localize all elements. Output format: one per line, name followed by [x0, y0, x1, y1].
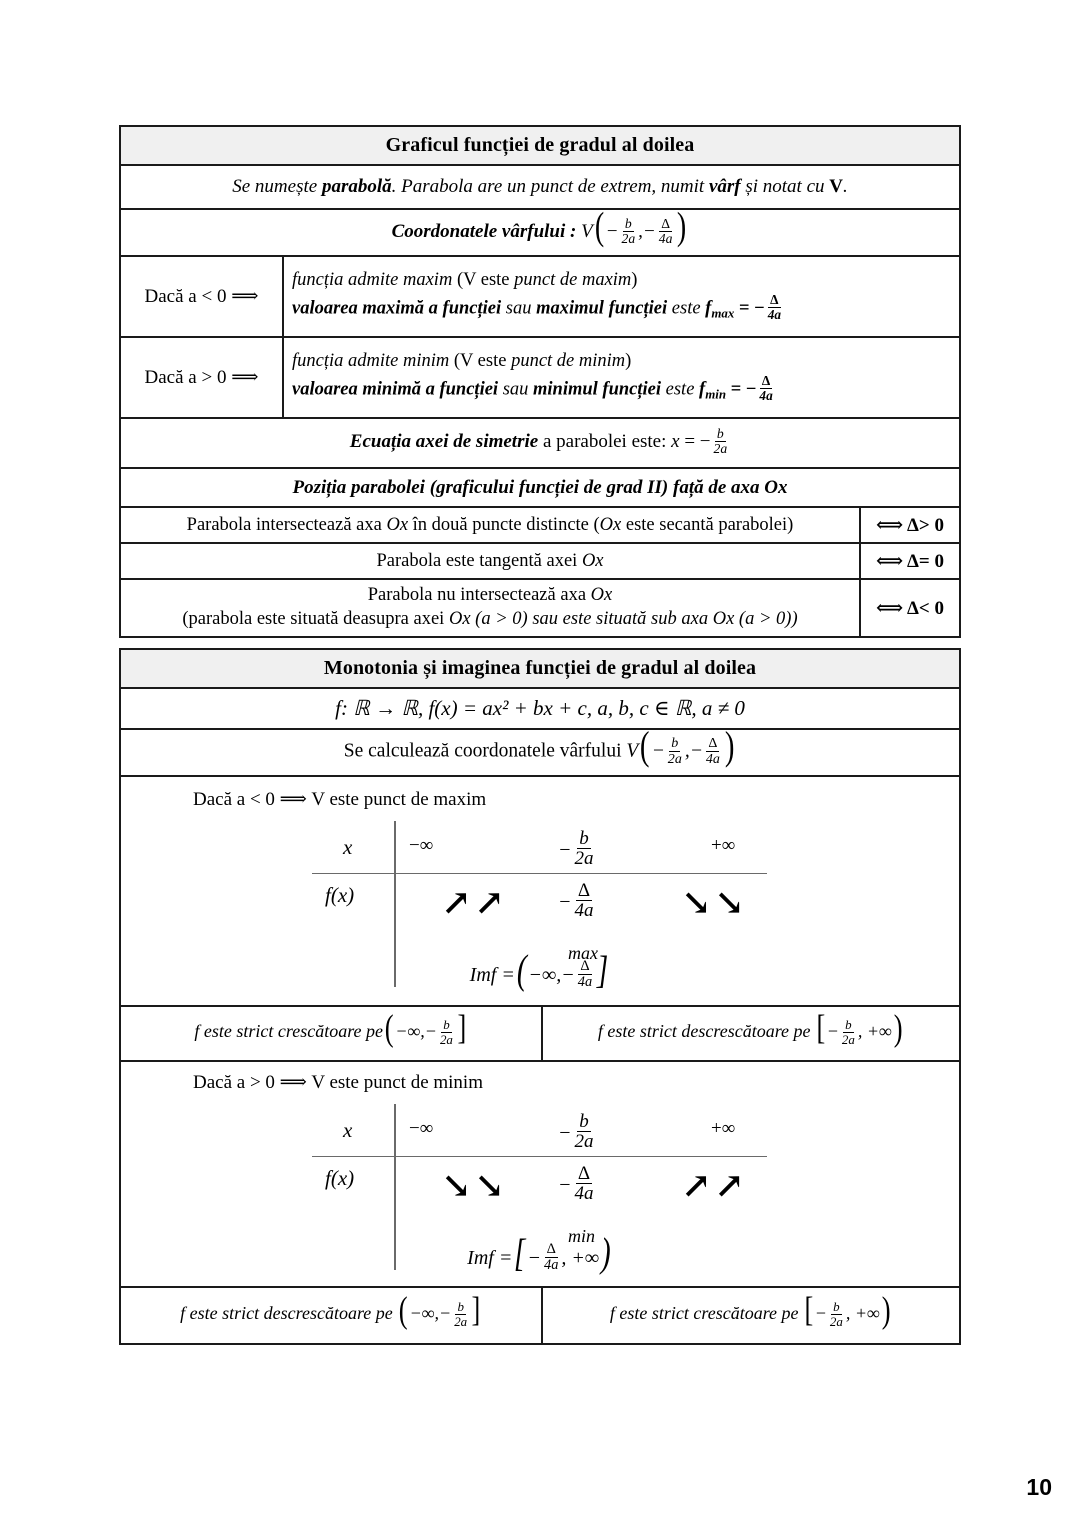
- variation-max-imf-left: −∞,: [528, 963, 562, 986]
- mono-min-right-fraction: [828, 1300, 845, 1328]
- table1-case-positive-row: [121, 338, 959, 419]
- mono-min-right-text: f este strict crescătoare pe: [609, 1303, 799, 1324]
- vertex-separator: ,: [638, 220, 643, 242]
- variation-max-left-bound: −∞: [409, 834, 434, 856]
- vertex-calc-x-fraction: [666, 736, 684, 766]
- case-negative-body: [284, 257, 959, 336]
- delta-condition-positive: ⟺ Δ> 0: [876, 514, 944, 536]
- case-negative-admits: funcția admite maxim: [292, 269, 453, 290]
- variation-max-image: Imf =(−∞,− $\frac{\Delta}{4a}$ ]: [469, 946, 609, 993]
- case-negative-frac-num: Δ: [770, 292, 779, 308]
- case-negative-maximul: maximul funcției: [536, 298, 668, 319]
- function-definition: f: ℝ → ℝ, f(x) = ax² + bx + c, a, b, c ∈ ℝ, a ≠ 0: [335, 696, 745, 720]
- case-positive-line1: [292, 351, 631, 372]
- variation-min-vertex-den: 2a: [574, 1131, 594, 1153]
- symmetry-num: b: [716, 426, 724, 442]
- table1-vertex-row: [121, 205, 959, 257]
- case-positive-sau: sau: [498, 379, 534, 400]
- symmetry-den: 2a: [713, 441, 728, 457]
- vertex-calc-x-num: b: [671, 735, 679, 752]
- case-positive-eq: = −: [726, 379, 757, 400]
- variation-min-imf-label: Imf =: [467, 1246, 513, 1269]
- case-negative-eq: = −: [734, 298, 765, 319]
- variation-min-label-fx: f(x): [325, 1165, 355, 1190]
- symmetry-axis: [121, 419, 959, 467]
- symmetry-x: x: [671, 431, 680, 453]
- table2-variation-max-row: [121, 777, 959, 1007]
- vertex-calc-y-sign: −: [689, 740, 703, 762]
- position-0-b: în două puncte distincte (: [408, 514, 600, 535]
- definition-suffix: și notat cu: [740, 176, 830, 197]
- variation-min-label-x: x: [343, 1117, 353, 1142]
- mono-min-right-bound: , +∞: [845, 1303, 880, 1324]
- variation-min-imf-right: , +∞: [561, 1246, 600, 1269]
- variation-max-right-bound: +∞: [711, 834, 736, 856]
- vertex-y-fraction: [657, 217, 675, 247]
- variation-max-arrows-right: [681, 883, 748, 923]
- vertex-x-num: b: [624, 215, 632, 231]
- table1-position-row: [121, 580, 959, 636]
- case-positive-este: este: [661, 379, 700, 400]
- variation-max-imf-sign: −: [561, 963, 575, 986]
- mono-max-right-sign: −: [826, 1021, 839, 1042]
- variation-min-imf-den: 4a: [544, 1257, 559, 1274]
- table1-header-row: [121, 127, 959, 166]
- position-header: [121, 469, 959, 506]
- condition-a-positive-text: Dacă a > 0 ⟹: [144, 367, 259, 388]
- variation-max-extremum-den: 4a: [574, 900, 594, 922]
- position-header-text: Poziția parabolei (graficului funcției de grad II) față de axa Ox: [292, 476, 788, 498]
- variation-min-arrows-right: [681, 1166, 748, 1206]
- case-positive-paren-b: ): [625, 350, 632, 371]
- table2-title: Monotonia și imaginea funcției de gradul al doilea: [121, 650, 959, 687]
- variation-horizontal-rule: [312, 1156, 767, 1158]
- delta-condition-negative: ⟺ Δ< 0: [876, 597, 944, 619]
- mono-min-left-num: b: [457, 1299, 464, 1315]
- vertex-x-sign: −: [605, 220, 619, 242]
- case-negative-line2: [292, 292, 784, 324]
- vertex-calc-label: Se calculează coordonatele vârfului: [343, 740, 622, 762]
- variation-min-extremum-num: Δ: [577, 1162, 591, 1184]
- position-0-ox1: Ox: [386, 514, 409, 535]
- symmetry-rest: a parabolei este:: [538, 431, 672, 453]
- variation-min-extremum-sign: −: [558, 1173, 572, 1196]
- variation-max-vertex-fraction: [573, 829, 596, 870]
- case-negative-paren-b: ): [631, 269, 638, 290]
- vertex-calc-x-sign: −: [651, 740, 665, 762]
- page-number: 10: [1026, 1474, 1052, 1500]
- condition-a-positive: [121, 338, 284, 417]
- vertex-calculation: Se calculează coordonatele vârfului V(− $\frac{b}{2a}$ ,− $\frac{\Delta}{4a}$ ): [343, 723, 735, 769]
- variation-min-vertex-value: [558, 1110, 597, 1155]
- mono-min-left-fraction: [452, 1300, 469, 1328]
- mono-min-left-bound: −∞,: [409, 1303, 440, 1324]
- table1-position-row: [121, 508, 959, 544]
- variation-max-vertex-sign: −: [558, 838, 572, 861]
- mono-min-right-num: b: [833, 1299, 840, 1315]
- table-monotonia-imaginea: [119, 648, 961, 1345]
- vertex-calc-y-fraction: [704, 736, 722, 766]
- mono-max-left-den: 2a: [439, 1031, 453, 1047]
- variation-max-imf-label: Imf =: [469, 963, 515, 986]
- arrow-up-right-icon: ↗↗: [441, 883, 508, 923]
- case-negative-f: f: [705, 298, 712, 319]
- variation-max-arrows-left: [441, 883, 508, 923]
- variation-min-imf-num: Δ: [546, 1241, 556, 1258]
- variation-max-imf-num: Δ: [580, 958, 590, 975]
- position-last-line2-c: (a > 0)): [734, 609, 798, 629]
- mono-min-right-sign: −: [814, 1303, 827, 1324]
- position-last-ox1: Ox: [448, 609, 471, 629]
- position-last-ox2: Ox: [712, 609, 735, 629]
- vertex-y-num: Δ: [661, 215, 670, 231]
- variation-min-arrows-left: [441, 1166, 508, 1206]
- case-positive-admits: funcția admite minim: [292, 350, 450, 371]
- position-last-ox: Ox: [590, 585, 613, 606]
- mono-max-right-text: f este strict descrescătoare pe: [597, 1021, 811, 1042]
- position-text-tangenta: [121, 544, 861, 578]
- position-text-nu-intersecteaza: [121, 580, 861, 636]
- vertex-calc-point: V: [626, 740, 639, 762]
- table1-case-negative-row: [121, 257, 959, 338]
- variation-min-wrapper: [121, 1063, 959, 1286]
- case-positive-body: [284, 338, 959, 417]
- variation-max-vertex-value: [558, 827, 597, 872]
- position-0-a: Parabola intersectează axa: [186, 514, 387, 535]
- case-negative-line1: [292, 270, 637, 291]
- table2-monotonicity-min-row: [121, 1288, 959, 1343]
- definition-parabola: parabolă: [321, 176, 392, 197]
- table2-header-row: [121, 650, 959, 689]
- definition-v: V: [829, 176, 844, 197]
- case-positive-frac-den: 4a: [759, 388, 773, 404]
- definition-varf: vârf: [708, 176, 741, 197]
- mono-max-right-num: b: [845, 1017, 852, 1033]
- vertex-point: V: [581, 220, 593, 242]
- variation-max-extremum-value: [558, 879, 597, 924]
- mono-max-left-bound: −∞,: [395, 1021, 425, 1042]
- position-last-line2-b: (a > 0) sau este situată sub axa: [470, 609, 713, 629]
- vertex-y-den: 4a: [658, 230, 673, 246]
- variation-min-image: Imf =[− $\frac{\Delta}{4a}$ , +∞): [467, 1229, 611, 1276]
- variation-max-vertex-den: 2a: [574, 848, 594, 870]
- variation-min-grid: [121, 1094, 959, 1286]
- position-1-a: Parabola este tangentă axei: [376, 550, 582, 571]
- vertex-y-sign: −: [642, 220, 656, 242]
- vertex-calc-x-den: 2a: [667, 750, 682, 767]
- case-negative-sau: sau: [501, 298, 537, 319]
- monotonicity-max-left: f este strict crescătoare pe(−∞,− $\frac{b}{2a}$ ]: [121, 1007, 543, 1060]
- symmetry-eq: = −: [679, 431, 711, 453]
- case-positive-f: f: [699, 379, 706, 400]
- mono-min-left-text: f este strict descrescătoare pe: [180, 1303, 393, 1324]
- case-negative-value: valoarea maximă a funcției: [292, 298, 502, 319]
- variation-max-vertex-num: b: [579, 827, 589, 849]
- monotonicity-min-left: f este strict descrescătoare pe (−∞,− $\frac{b}{2a}$ ]: [121, 1288, 543, 1343]
- mono-max-right-den: 2a: [841, 1031, 855, 1047]
- variation-min-container: [121, 1062, 959, 1286]
- variation-horizontal-rule: [312, 873, 767, 875]
- table1-symmetry-row: [121, 419, 959, 469]
- table2-monotonicity-max-row: [121, 1007, 959, 1062]
- monotonicity-min-right: f este strict crescătoare pe [− $\frac{b}{2a}$ , +∞): [609, 1288, 891, 1330]
- mono-max-left-num: b: [443, 1017, 450, 1033]
- case-positive-fraction: [757, 374, 774, 403]
- variation-max-imf-fraction: [576, 959, 594, 990]
- variation-max-extremum-num: Δ: [577, 879, 591, 901]
- position-0-ox2: Ox: [599, 514, 622, 535]
- position-text-secanta: [121, 508, 861, 542]
- position-last-line2-a: (parabola este situată deasupra axei: [182, 609, 449, 629]
- position-1-ox1: Ox: [581, 550, 604, 571]
- mono-max-right-fraction: [840, 1018, 857, 1046]
- mono-max-left-fraction: [438, 1018, 455, 1046]
- variation-min-imf-fraction: [542, 1242, 560, 1273]
- vertex-x-den: 2a: [621, 230, 636, 246]
- table2-function-row: [121, 689, 959, 730]
- arrow-down-right-icon: ↘↘: [441, 1166, 508, 1206]
- variation-max-grid: [121, 811, 959, 1003]
- mono-max-right-bound: , +∞: [857, 1021, 892, 1042]
- table1-definition-row: [121, 166, 959, 210]
- definition-end: .: [843, 176, 848, 197]
- case-negative-paren-a: (V este: [452, 269, 515, 290]
- table1-title: Graficul funcției de gradul al doilea: [121, 127, 959, 164]
- variation-max-container: [121, 777, 959, 1005]
- monotonicity-max-right: f este strict descrescătoare pe [− $\frac{b}{2a}$ , +∞): [597, 1006, 903, 1048]
- variation-max-title: Dacă a < 0 ⟹ V este punct de maxim: [193, 788, 487, 810]
- variation-max-label-x: x: [343, 834, 353, 859]
- condition-a-negative: [121, 257, 284, 336]
- mono-max-left-sign: −: [424, 1021, 437, 1042]
- variation-max-wrapper: [121, 780, 959, 1003]
- variation-min-vertex-sign: −: [558, 1121, 572, 1144]
- condition-a-negative-text: Dacă a < 0 ⟹: [144, 286, 259, 307]
- variation-max-label-fx: f(x): [325, 882, 355, 907]
- arrow-up-right-icon: ↗↗: [681, 1166, 748, 1206]
- vertex-calc-y-den: 4a: [705, 750, 720, 767]
- position-last-line1: Parabola nu intersectează axa: [367, 585, 591, 606]
- variation-max-extremum-fraction: [573, 881, 596, 922]
- variation-max-extremum-label: max: [568, 942, 598, 963]
- mono-min-left-sign: −: [439, 1303, 452, 1324]
- variation-min-vertex-fraction: [573, 1112, 596, 1153]
- position-0-c: este secantă parabolei): [621, 514, 794, 535]
- case-positive-paren-a: (V este: [449, 350, 512, 371]
- definition-text: [121, 166, 959, 208]
- variation-min-extremum-den: 4a: [574, 1183, 594, 1205]
- mono-max-left-text: f este strict crescătoare pe: [194, 1021, 384, 1042]
- variation-min-right-bound: +∞: [711, 1117, 736, 1139]
- case-negative-este: este: [667, 298, 706, 319]
- variation-min-imf-sign: −: [527, 1246, 542, 1269]
- vertex-calc-y-num: Δ: [708, 735, 718, 752]
- definition-prefix: Se numește: [232, 176, 322, 197]
- table1-position-header-row: [121, 469, 959, 508]
- vertex-label: Coordonatele vârfului :: [391, 220, 577, 242]
- vertex-calc-separator: ,: [684, 740, 690, 762]
- variation-max-imf-den: 4a: [577, 974, 593, 991]
- table-graficul-functiei: [119, 125, 961, 638]
- case-negative-frac-den: 4a: [767, 307, 782, 323]
- variation-min-extremum-fraction: [573, 1164, 596, 1205]
- definition-middle: . Parabola are un punct de extrem, numit: [391, 176, 709, 197]
- case-negative-fraction: [766, 293, 783, 322]
- delta-condition-zero: ⟺ Δ= 0: [876, 550, 944, 572]
- case-positive-line2: [292, 373, 776, 405]
- variation-min-extremum-label: min: [568, 1225, 595, 1246]
- case-positive-point: punct de minim: [511, 350, 626, 371]
- symmetry-fraction: [712, 427, 730, 457]
- case-positive-sub: min: [705, 385, 727, 401]
- variation-min-vertex-num: b: [579, 1110, 589, 1132]
- table1-position-row: [121, 544, 959, 580]
- symmetry-label: Ecuația axei de simetrie: [349, 431, 539, 453]
- vertex-x-fraction: [620, 217, 638, 247]
- mono-min-right-den: 2a: [829, 1313, 843, 1329]
- variation-min-extremum-value: [558, 1162, 597, 1207]
- case-negative-sub: max: [711, 304, 735, 320]
- variation-max-extremum-sign: −: [558, 890, 572, 913]
- case-positive-frac-num: Δ: [761, 373, 771, 389]
- mono-min-left-den: 2a: [454, 1313, 468, 1329]
- arrow-down-right-icon: ↘↘: [681, 883, 748, 923]
- case-negative-point: punct de maxim: [514, 269, 632, 290]
- case-positive-value: valoarea minimă a funcției: [292, 379, 499, 400]
- vertex-coordinates: Coordonatele vârfului : V(− $\frac{b}{2a}$ ,− $\frac{\Delta}{4a}$ ): [391, 205, 687, 249]
- table2-vertex-row: [121, 723, 959, 777]
- variation-min-title: Dacă a > 0 ⟹ V este punct de minim: [193, 1071, 483, 1093]
- table2-variation-min-row: [121, 1062, 959, 1288]
- case-positive-minimul: minimul funcției: [533, 379, 662, 400]
- variation-min-left-bound: −∞: [409, 1117, 434, 1139]
